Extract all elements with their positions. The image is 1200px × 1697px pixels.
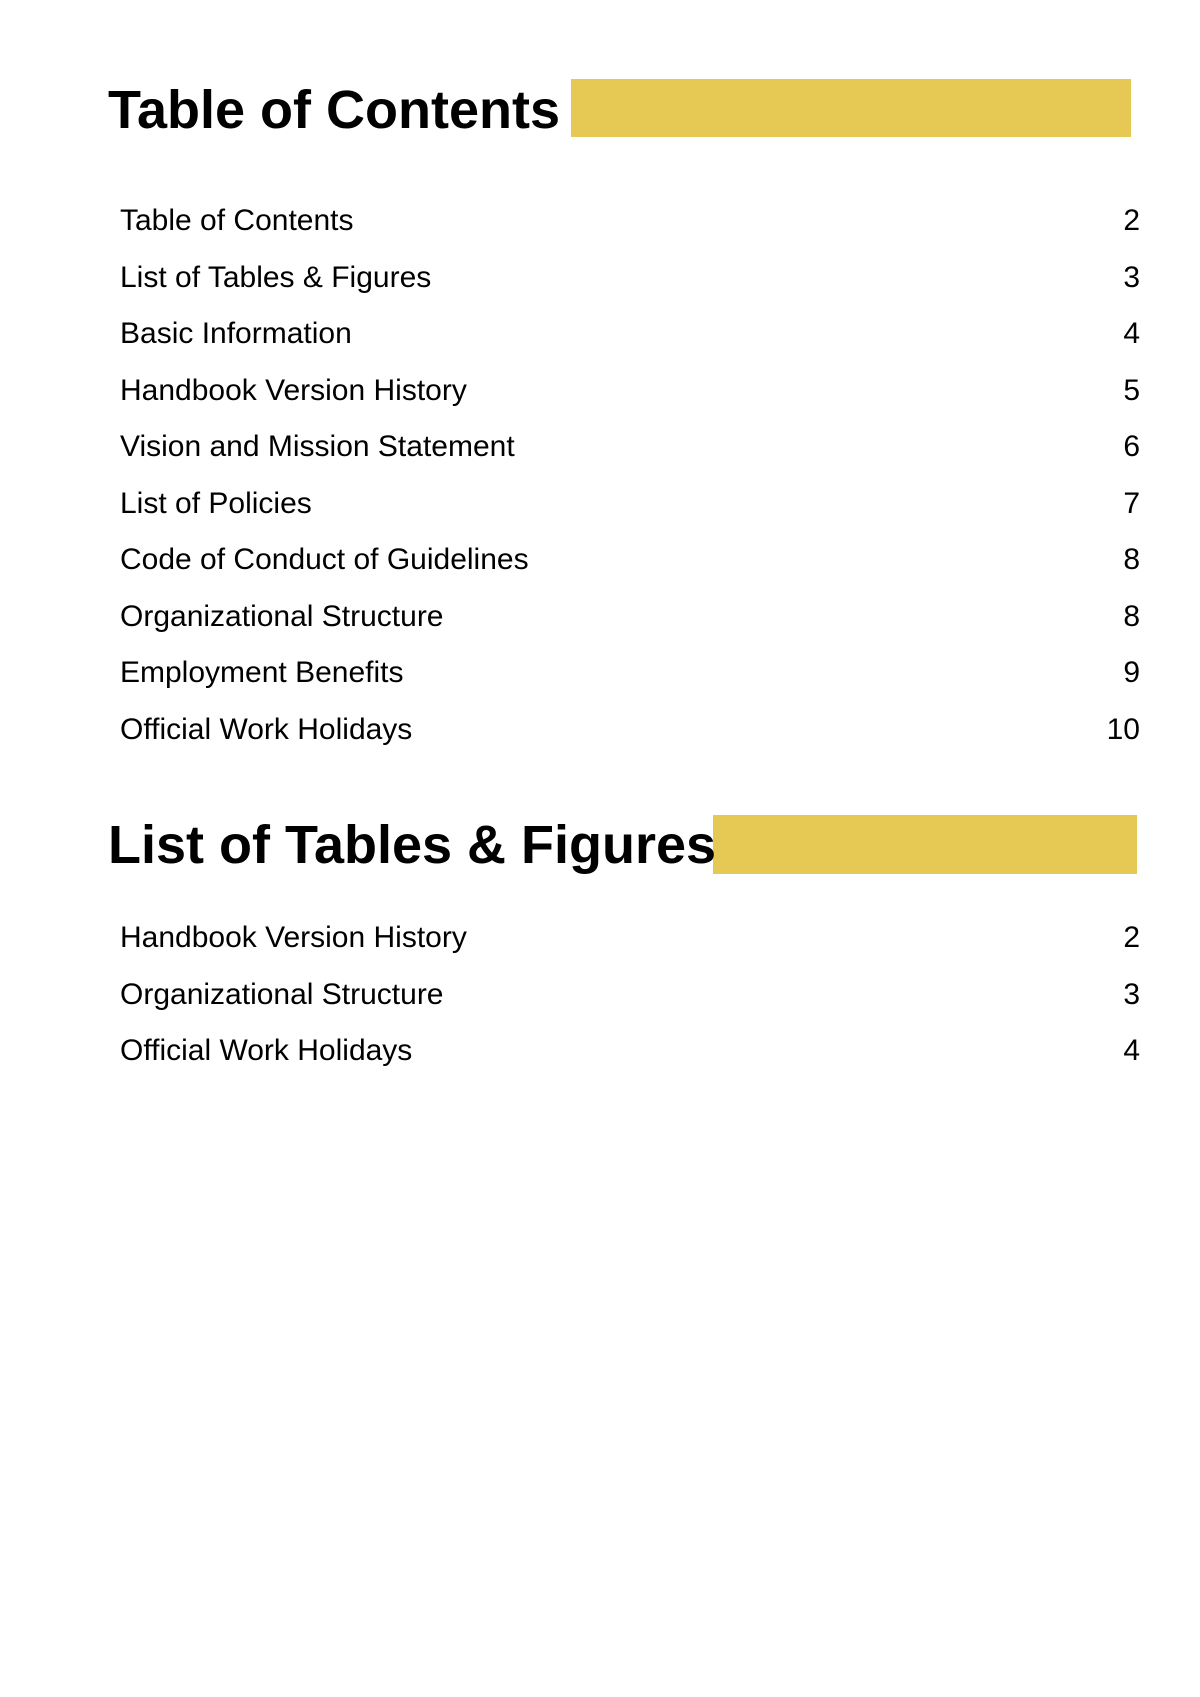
entry-page-number: 9	[1123, 656, 1140, 690]
entry-label: Handbook Version History	[120, 373, 467, 407]
entry-label: Official Work Holidays	[120, 712, 413, 746]
entry-page-number: 4	[1123, 317, 1140, 351]
toc-entry[interactable]	[120, 532, 1140, 589]
entry-page-number: 2	[1123, 204, 1140, 238]
toc-heading-accent-bar	[571, 79, 1131, 137]
entry-page-number: 7	[1123, 486, 1140, 520]
entry-label: List of Policies	[120, 486, 312, 520]
entry-label: Vision and Mission Statement	[120, 430, 515, 464]
entry-page-number: 8	[1123, 599, 1140, 633]
toc-entry[interactable]	[120, 645, 1140, 702]
toc-entry[interactable]	[120, 910, 1140, 967]
entry-label: Code of Conduct of Guidelines	[120, 543, 529, 577]
figures-heading: List of Tables & Figures	[108, 815, 717, 875]
entry-label: Table of Contents	[120, 204, 354, 238]
figures-heading-accent-bar	[713, 815, 1137, 874]
toc-entry[interactable]	[120, 250, 1140, 307]
toc-entry[interactable]	[120, 1023, 1140, 1080]
entry-page-number: 4	[1123, 1034, 1140, 1068]
toc-heading: Table of Contents	[108, 80, 560, 140]
entry-label: List of Tables & Figures	[120, 260, 432, 294]
toc-entry[interactable]	[120, 363, 1140, 420]
toc-entry[interactable]	[120, 589, 1140, 646]
entry-page-number: 10	[1106, 712, 1140, 746]
toc-entry[interactable]	[120, 702, 1140, 759]
figures-list	[120, 910, 1140, 1080]
entry-page-number: 3	[1123, 977, 1140, 1011]
entry-page-number: 6	[1123, 430, 1140, 464]
toc-entry[interactable]	[120, 967, 1140, 1024]
toc-entry[interactable]	[120, 476, 1140, 533]
entry-page-number: 3	[1123, 260, 1140, 294]
toc-list	[120, 193, 1140, 758]
entry-page-number: 5	[1123, 373, 1140, 407]
entry-label: Basic Information	[120, 317, 352, 351]
toc-entry[interactable]	[120, 419, 1140, 476]
entry-label: Organizational Structure	[120, 599, 444, 633]
toc-entry[interactable]	[120, 306, 1140, 363]
entry-page-number: 8	[1123, 543, 1140, 577]
toc-entry[interactable]	[120, 193, 1140, 250]
entry-label: Organizational Structure	[120, 977, 444, 1011]
entry-label: Handbook Version History	[120, 921, 467, 955]
entry-label: Employment Benefits	[120, 656, 404, 690]
entry-label: Official Work Holidays	[120, 1034, 413, 1068]
entry-page-number: 2	[1123, 921, 1140, 955]
